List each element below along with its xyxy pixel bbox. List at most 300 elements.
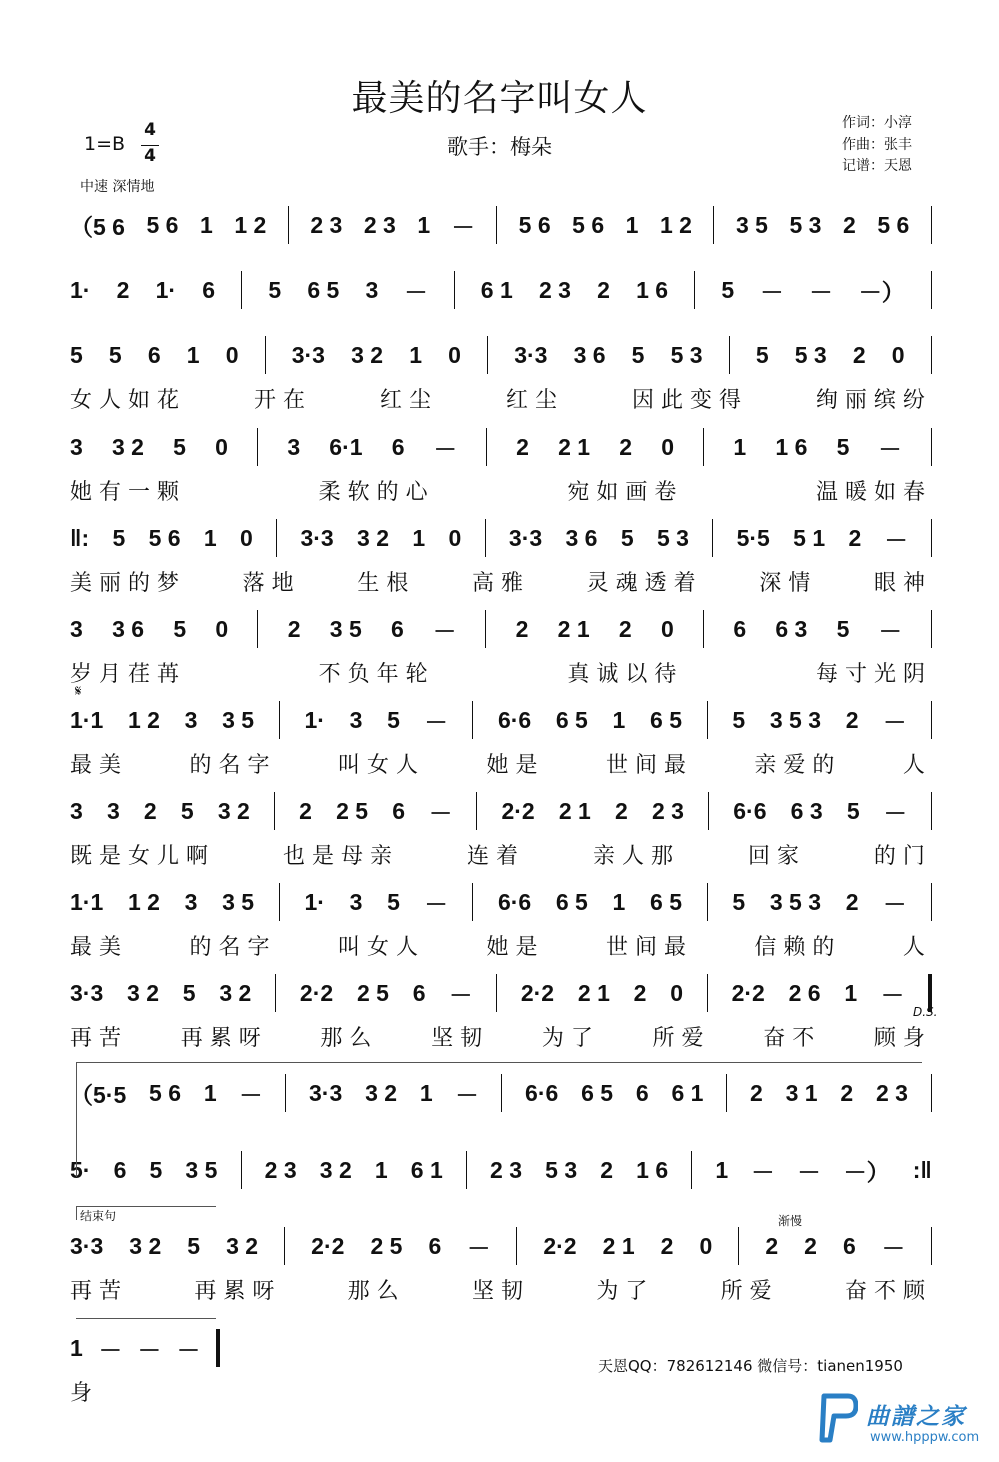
note-group: 0 — [225, 341, 239, 368]
note-group: 3 2 — [219, 979, 252, 1006]
notation-line — [70, 700, 932, 740]
note-group: 2·2 — [543, 1232, 577, 1259]
ritardando-label: 渐慢 — [778, 1214, 803, 1228]
note-group: － — [797, 1158, 821, 1185]
note-group: 6·6 — [733, 797, 767, 824]
barline — [729, 336, 730, 374]
lyric-phrase: 叫女人 — [337, 752, 425, 778]
note-group: 6·6 — [497, 706, 532, 733]
note-group: － — [433, 617, 457, 644]
note-group: 1 — [186, 341, 200, 368]
note-group: 3 5 — [222, 888, 255, 915]
lyric-phrase: 那么 — [320, 1025, 379, 1051]
note-group: 2 — [597, 276, 610, 303]
lyric-phrase: 为了 — [596, 1278, 655, 1304]
note-group: 1 — [612, 706, 626, 733]
note-group: 2 1 — [558, 797, 591, 824]
note-group: 6 5 — [555, 888, 588, 915]
note-group: 0 — [670, 979, 684, 1006]
note-group: 3 5 — [185, 1156, 218, 1183]
note-group: 5 6 — [518, 211, 551, 238]
lyrics-line — [70, 1376, 220, 1406]
note-group: － — [424, 890, 448, 917]
note-group: 5 — [387, 706, 400, 733]
note-group: 2·2 — [311, 1232, 345, 1259]
barline — [931, 701, 932, 739]
note-group: 1 — [625, 211, 639, 238]
note-group: 1 6 — [775, 433, 808, 460]
note-group: 3 — [365, 276, 379, 303]
barline — [703, 428, 704, 466]
note-group: 5 3 — [670, 341, 703, 368]
note-group: 1 6 — [636, 276, 669, 303]
lyric-phrase: 美丽的梦 — [70, 570, 187, 596]
barline — [476, 792, 477, 830]
note-group: 3 5 — [736, 211, 768, 238]
lyrics-line — [70, 475, 932, 505]
lyrics-line — [70, 566, 932, 596]
note-group: 2 — [143, 797, 157, 824]
lyric-phrase: 顾身 — [873, 1025, 932, 1051]
note-group: 3 5 3 — [769, 706, 822, 733]
lyric-phrase: 身 — [70, 1380, 100, 1406]
note-group: － — [878, 617, 902, 644]
note-group: 2 — [116, 276, 130, 303]
note-group: 1 — [409, 341, 423, 368]
note-group: 2 — [618, 615, 632, 642]
note-group: 2 — [750, 1079, 763, 1106]
note-group: 5 6 — [877, 211, 910, 238]
barline — [274, 792, 275, 830]
lyric-phrase: 生根 — [357, 570, 416, 596]
note-group: 6 1 — [410, 1156, 443, 1183]
note-group: 0 — [448, 524, 462, 551]
barline — [472, 701, 473, 739]
notation-line — [70, 205, 932, 245]
note-group: 5 — [846, 797, 860, 824]
note-group: 6 5 — [307, 276, 340, 303]
lyric-phrase: 的门 — [873, 843, 932, 869]
note-group: 1 — [419, 1079, 433, 1106]
lyric-phrase: 每寸光阴 — [815, 661, 932, 687]
note-group: 2 — [845, 888, 859, 915]
lyrics-line — [70, 930, 932, 960]
note-group: － — [751, 1158, 775, 1185]
note-group: 6·6 — [497, 888, 532, 915]
barline — [288, 206, 289, 244]
lyric-phrase: 温暖如春 — [815, 479, 932, 505]
lyric-phrase: 她有一颗 — [70, 479, 187, 505]
note-group: 3·3 — [514, 341, 548, 368]
barline — [216, 1329, 220, 1367]
note-group: 3 — [70, 615, 83, 642]
note-group: 2 3 — [538, 276, 571, 303]
note-group: 2·2 — [520, 979, 555, 1006]
note-group: 2 3 — [363, 211, 396, 238]
notation-line — [70, 791, 932, 831]
note-group: 5 — [182, 979, 196, 1006]
time-signature-bottom: 4 — [144, 146, 156, 166]
note-group: 5 — [112, 524, 126, 551]
barline — [707, 701, 708, 739]
note-group: － — [449, 981, 473, 1008]
barline — [931, 792, 932, 830]
note-group: 2 — [843, 211, 856, 238]
barline — [931, 428, 932, 466]
note-group: 1 6 — [636, 1156, 669, 1183]
lyric-phrase: 奋不顾 — [844, 1278, 932, 1304]
note-group: 3·3 — [70, 979, 104, 1006]
note-group: 5 — [620, 524, 634, 551]
notation-line — [70, 335, 932, 375]
ds-mark: D.S. — [913, 1005, 938, 1019]
lyric-phrase: 那么 — [347, 1278, 406, 1304]
note-group: 1·1 — [70, 706, 104, 733]
note-group: 2 — [287, 615, 301, 642]
barline — [708, 792, 709, 830]
note-group: 3 6 — [573, 341, 606, 368]
note-group: 2 — [848, 524, 862, 551]
note-group: 1 — [374, 1156, 388, 1183]
note-group: － — [451, 213, 475, 240]
note-group: 6·1 — [329, 433, 363, 460]
note-group: 0 — [661, 433, 675, 460]
notation-line — [70, 1328, 220, 1368]
note-group: 3 — [70, 797, 83, 824]
barline — [712, 519, 713, 557]
note-group: 5 — [631, 341, 645, 368]
note-group: 3 — [184, 706, 198, 733]
note-group: 5 3 — [789, 211, 822, 238]
note-group: 3 — [349, 888, 363, 915]
note-group: 3 2 — [365, 1079, 398, 1106]
lyric-phrase: 为了 — [541, 1025, 600, 1051]
note-group: 2 6 — [788, 979, 821, 1006]
lyrics-line — [70, 1021, 932, 1051]
note-group: －） — [858, 278, 905, 305]
lyric-phrase: 回家 — [747, 843, 806, 869]
site-logo-icon — [818, 1392, 858, 1444]
note-group: 3 2 — [226, 1232, 259, 1259]
lyric-phrase: 绚丽缤纷 — [815, 387, 932, 413]
note-group: 3 — [349, 706, 363, 733]
barline — [707, 974, 708, 1012]
note-group: 2 3 — [651, 797, 684, 824]
note-group: 2 — [633, 979, 647, 1006]
notation-line — [70, 882, 932, 922]
note-group: 5 3 — [794, 341, 827, 368]
note-group: 3 5 3 — [769, 888, 822, 915]
note-group: 6 3 — [775, 615, 808, 642]
lyric-phrase: 人 — [902, 934, 932, 960]
lyric-phrase: 所爱 — [652, 1025, 711, 1051]
note-group: 6 3 — [790, 797, 823, 824]
note-group: :‖ — [912, 1156, 932, 1183]
lyric-phrase: 最美 — [70, 752, 129, 778]
note-group: 5 — [108, 341, 122, 368]
lyricist-credit: 作词：小淳 — [842, 115, 912, 131]
note-group: 3 2 — [217, 797, 250, 824]
lyric-phrase: 柔软的心 — [318, 479, 435, 505]
notation-line — [70, 427, 932, 467]
note-group: 0 — [891, 341, 905, 368]
note-group: － — [883, 708, 907, 735]
note-group: 2 1 — [602, 1232, 635, 1259]
note-group: 3·3 — [70, 1232, 104, 1259]
note-group: 5 — [836, 615, 850, 642]
note-group: － — [884, 526, 908, 553]
final-bracket-top — [76, 1318, 216, 1319]
note-group: 3 — [287, 433, 301, 460]
lyric-phrase: 再苦 — [70, 1278, 129, 1304]
lyric-phrase: 叫女人 — [337, 934, 425, 960]
note-group: 3 5 — [222, 706, 255, 733]
note-group: 5 1 — [793, 524, 826, 551]
note-group: 6 — [428, 1232, 442, 1259]
lyric-phrase: 世间最 — [605, 752, 693, 778]
note-group: 6 1 — [480, 276, 513, 303]
note-group: 1 2 — [127, 888, 160, 915]
lyric-phrase: 眼神 — [873, 570, 932, 596]
note-group: 2·2 — [501, 797, 535, 824]
note-group: － — [878, 435, 902, 462]
note-group: 3·3 — [508, 524, 543, 551]
note-group: 1 — [200, 211, 213, 238]
note-group: 6 — [843, 1232, 856, 1259]
note-group: 3 5 — [329, 615, 362, 642]
note-group: 2 3 — [876, 1079, 908, 1106]
note-group: 1 — [417, 211, 431, 238]
note-group: 5 — [149, 1156, 163, 1183]
barline — [501, 1074, 502, 1112]
note-group: 5 6 — [146, 211, 179, 238]
barline — [694, 271, 695, 309]
note-group: － — [455, 1081, 479, 1108]
note-group: 0 — [448, 341, 461, 368]
note-group: － — [239, 1081, 263, 1108]
barline — [257, 428, 258, 466]
note-group: 2 — [660, 1232, 674, 1259]
barline — [931, 336, 932, 374]
note-group: 2 1 — [558, 433, 591, 460]
barline — [496, 206, 497, 244]
note-group: 5 — [70, 341, 83, 368]
note-group: 0 — [240, 524, 253, 551]
note-group: 2 1 — [577, 979, 610, 1006]
barline — [738, 1227, 739, 1265]
note-group: 6 5 — [581, 1079, 614, 1106]
barline — [485, 519, 486, 557]
note-group: 3 — [184, 888, 198, 915]
barline — [279, 883, 280, 921]
note-group: 6·6 — [525, 1079, 559, 1106]
note-group: 5 6 — [148, 524, 181, 551]
note-group: 3 6 — [112, 615, 145, 642]
lyrics-line — [70, 383, 932, 413]
note-group: 5 — [187, 1232, 201, 1259]
lyric-phrase: 亲爱的 — [754, 752, 842, 778]
barline — [466, 1151, 467, 1189]
note-group: 5·5 — [736, 524, 770, 551]
note-group: － — [809, 278, 833, 305]
lyric-phrase: 奋不 — [763, 1025, 822, 1051]
lyrics-line — [70, 748, 932, 778]
note-group: 3 — [106, 797, 120, 824]
barline — [703, 610, 704, 648]
lyric-phrase: 灵魂透着 — [586, 570, 703, 596]
barline — [276, 519, 277, 557]
note-group: 6 — [147, 341, 161, 368]
lyric-phrase: 亲人那 — [592, 843, 680, 869]
note-group: 1 2 — [659, 211, 692, 238]
site-name: 曲譜之家 — [866, 1404, 966, 1430]
note-group: 2 — [600, 1156, 614, 1183]
notation-line — [70, 518, 932, 558]
note-group: 2 5 — [356, 979, 389, 1006]
note-group: － — [881, 1234, 905, 1261]
barline — [257, 610, 258, 648]
note-group: 1 — [612, 888, 626, 915]
note-group: 1·1 — [70, 888, 104, 915]
lyric-phrase: 高雅 — [471, 570, 530, 596]
barline — [454, 271, 455, 309]
note-group: 3 2 — [351, 341, 384, 368]
note-group: 1· — [70, 276, 91, 303]
barline — [241, 1151, 242, 1189]
lyric-phrase: 落地 — [242, 570, 301, 596]
note-group: 6 — [391, 433, 405, 460]
lyric-phrase: 人 — [902, 752, 932, 778]
note-group: 2 3 — [310, 211, 343, 238]
notation-line — [70, 1226, 932, 1266]
note-group: 1· — [155, 276, 177, 303]
note-group: － — [760, 278, 784, 305]
note-group: 1 — [70, 1334, 83, 1361]
note-group: 3 1 — [785, 1079, 818, 1106]
lyric-phrase: 的名字 — [189, 934, 277, 960]
note-group: 1· — [304, 888, 325, 915]
note-group: － — [880, 981, 904, 1008]
note-group: 5 — [268, 276, 282, 303]
note-group: 5 — [836, 433, 850, 460]
note-group: 3·3 — [300, 524, 334, 551]
note-group: 2 — [765, 1232, 779, 1259]
lyric-phrase: 她是 — [486, 934, 545, 960]
note-group: 2 5 — [370, 1232, 403, 1259]
note-group: 0 — [215, 615, 229, 642]
barline — [691, 1151, 692, 1189]
note-group: 6 5 — [555, 706, 588, 733]
notation-line — [70, 609, 932, 649]
lyric-phrase: 因此变得 — [631, 387, 748, 413]
tempo-marking: 中速 深情地 — [80, 179, 155, 195]
note-group: 2 — [299, 797, 312, 824]
lyric-phrase: 不负年轮 — [318, 661, 435, 687]
note-group: － — [467, 1234, 491, 1261]
barline — [931, 271, 932, 309]
notation-line — [70, 1150, 932, 1190]
transcriber-credit: 记谱：天恩 — [842, 158, 912, 174]
note-group: － — [429, 799, 453, 826]
note-group: 2·2 — [299, 979, 334, 1006]
lyric-phrase: 开在 — [253, 387, 312, 413]
lyrics-line — [70, 1274, 932, 1304]
lyric-phrase: 的名字 — [189, 752, 277, 778]
note-group: － — [98, 1336, 122, 1363]
lyric-phrase: 再累呀 — [194, 1278, 282, 1304]
barline — [486, 428, 487, 466]
note-group: 6 — [635, 1079, 649, 1106]
note-group: 2 5 — [336, 797, 369, 824]
note-group: 2 — [804, 1232, 817, 1259]
note-group: 2 — [515, 615, 529, 642]
note-group: 6 5 — [650, 888, 683, 915]
key-signature: 1=B — [84, 133, 126, 155]
lyric-phrase: 红尘 — [505, 387, 564, 413]
note-group: 5 3 — [545, 1156, 578, 1183]
note-group: 5 — [755, 341, 769, 368]
lyric-phrase: 世间最 — [605, 934, 693, 960]
note-group: 0 — [699, 1232, 713, 1259]
note-group: － — [424, 708, 448, 735]
barline — [265, 336, 266, 374]
lyric-phrase: 既是女儿啊 — [70, 843, 216, 869]
ending-label: 结束句 — [80, 1209, 117, 1223]
notation-line — [70, 1073, 932, 1113]
note-group: － — [883, 799, 907, 826]
note-group: 2 — [845, 706, 859, 733]
lyric-phrase: 她是 — [486, 752, 545, 778]
barline — [931, 610, 932, 648]
note-group: 6 — [392, 797, 405, 824]
note-group: 2 3 — [490, 1156, 523, 1183]
note-group: 5 — [173, 433, 186, 460]
note-group: 2 — [516, 433, 529, 460]
note-group: 5 3 — [656, 524, 689, 551]
note-group: 3 2 — [357, 524, 390, 551]
note-group: － — [176, 1336, 200, 1363]
barline — [279, 701, 280, 739]
note-group: 6 1 — [671, 1079, 704, 1106]
notation-line — [70, 973, 932, 1013]
barline — [726, 1074, 727, 1112]
barline — [713, 206, 714, 244]
note-group: 3 6 — [565, 524, 598, 551]
note-group: 1 — [733, 433, 747, 460]
note-group: 6 — [113, 1156, 127, 1183]
note-group: 3·3 — [291, 341, 325, 368]
barline — [285, 1074, 286, 1112]
note-group: 1· — [304, 706, 325, 733]
note-group: 2 — [840, 1079, 854, 1106]
note-group: 3 2 — [129, 1232, 162, 1259]
contact-info: 天恩QQ：782612146 微信号：tianen1950 — [598, 1357, 903, 1375]
note-group: 5 — [180, 797, 194, 824]
composer-credit: 作曲：张丰 — [842, 137, 912, 153]
site-url: www.hpppw.com — [870, 1430, 980, 1445]
notation-line — [70, 270, 932, 310]
note-group: 5 6 — [149, 1079, 182, 1106]
barline — [485, 610, 486, 648]
note-group: 2 — [619, 433, 633, 460]
barline — [487, 336, 488, 374]
note-group: 5 — [173, 615, 187, 642]
note-group: 6 5 — [650, 706, 683, 733]
segno-mark: 𝄋 — [75, 682, 82, 700]
note-group: 5 — [721, 276, 735, 303]
note-group: 1 — [203, 524, 217, 551]
note-group: 3 2 — [111, 433, 144, 460]
